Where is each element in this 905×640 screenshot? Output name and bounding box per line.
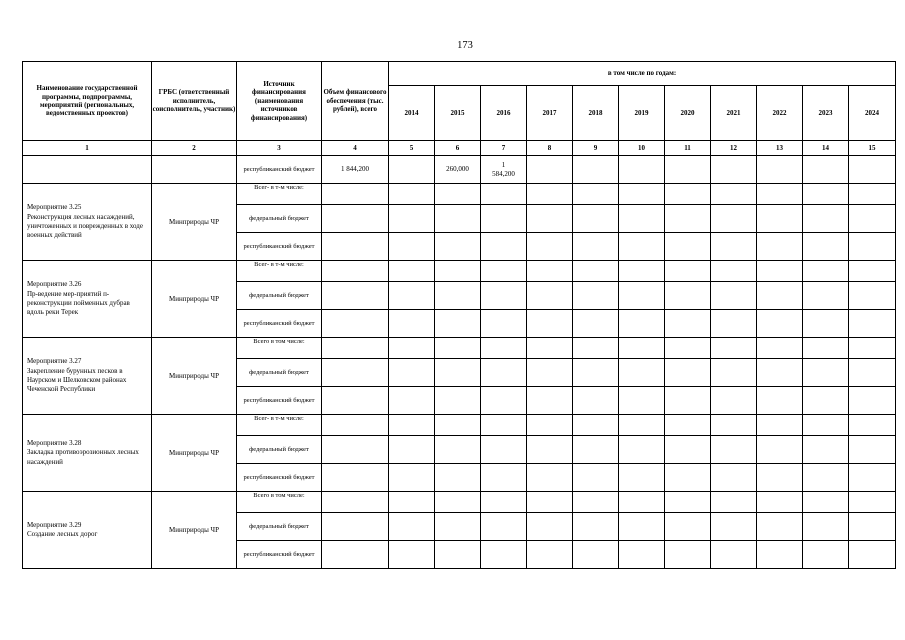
event-grbs: Минприроды ЧР (152, 415, 237, 492)
year-cell (711, 387, 757, 415)
year-cell (665, 492, 711, 513)
year-cell (665, 184, 711, 205)
year-header: 2020 (665, 86, 711, 141)
total-cell (322, 415, 389, 436)
year-cell (665, 436, 711, 464)
year-cell (803, 464, 849, 492)
year-cell (481, 184, 527, 205)
year-cell (619, 338, 665, 359)
year-cell (849, 338, 896, 359)
year-cell (619, 205, 665, 233)
total-cell (322, 233, 389, 261)
year-cell (389, 310, 435, 338)
year-cell (665, 415, 711, 436)
column-number: 10 (619, 141, 665, 156)
year-cell (435, 184, 481, 205)
source-cell: федеральный бюджет (237, 282, 322, 310)
year-cell (849, 184, 896, 205)
year-cell (665, 541, 711, 569)
year-cell (803, 184, 849, 205)
year-cell (803, 282, 849, 310)
year-cell (435, 233, 481, 261)
year-cell (711, 233, 757, 261)
event-name: Мероприятие 3.29 Создание лесных дорог (23, 492, 152, 569)
source-cell: федеральный бюджет (237, 436, 322, 464)
year-cell (803, 156, 849, 184)
year-cell (665, 261, 711, 282)
year-cell (527, 261, 573, 282)
year-cell (435, 464, 481, 492)
year-cell (481, 436, 527, 464)
year-cell (435, 359, 481, 387)
year-cell (757, 464, 803, 492)
source-cell: республиканский бюджет (237, 310, 322, 338)
column-number: 14 (803, 141, 849, 156)
year-cell (711, 415, 757, 436)
year-cell (527, 205, 573, 233)
column-number: 2 (152, 141, 237, 156)
year-cell (481, 541, 527, 569)
year-cell (711, 205, 757, 233)
source-cell: Всег- в т-м числе: (237, 261, 322, 282)
year-cell (481, 513, 527, 541)
year-cell (803, 205, 849, 233)
year-cell (619, 513, 665, 541)
year-cell (757, 492, 803, 513)
total-cell (322, 436, 389, 464)
year-cell (389, 233, 435, 261)
year-cell (573, 261, 619, 282)
year-cell (573, 387, 619, 415)
year-header: 2019 (619, 86, 665, 141)
year-cell (389, 492, 435, 513)
column-number: 13 (757, 141, 803, 156)
year-cell (757, 184, 803, 205)
source-cell: федеральный бюджет (237, 513, 322, 541)
year-cell (849, 541, 896, 569)
year-header: 2015 (435, 86, 481, 141)
year-cell (849, 282, 896, 310)
year-cell (711, 541, 757, 569)
year-cell (573, 415, 619, 436)
year-cell (849, 233, 896, 261)
year-cell (527, 415, 573, 436)
column-number: 15 (849, 141, 896, 156)
year-cell (527, 310, 573, 338)
page-number: 173 (457, 40, 473, 51)
year-cell (849, 513, 896, 541)
year-cell (619, 282, 665, 310)
year-cell (757, 338, 803, 359)
year-cell (803, 492, 849, 513)
year-cell (389, 338, 435, 359)
year-cell (573, 338, 619, 359)
year-cell (619, 310, 665, 338)
year-cell (389, 205, 435, 233)
year-cell (619, 436, 665, 464)
total-cell (322, 492, 389, 513)
year-cell (435, 282, 481, 310)
year-cell (481, 233, 527, 261)
source-cell: республиканский бюджет (237, 464, 322, 492)
year-cell (849, 464, 896, 492)
year-cell (527, 513, 573, 541)
year-cell (803, 541, 849, 569)
year-cell (389, 261, 435, 282)
year-cell (757, 436, 803, 464)
year-cell (527, 184, 573, 205)
event-grbs: Минприроды ЧР (152, 338, 237, 415)
year-cell (711, 464, 757, 492)
source-cell: республиканский бюджет (237, 156, 322, 184)
year-header: 2024 (849, 86, 896, 141)
total-cell (322, 387, 389, 415)
year-cell (803, 415, 849, 436)
total-cell (322, 310, 389, 338)
year-cell (711, 310, 757, 338)
source-cell: Всег- в т-м числе: (237, 415, 322, 436)
event-name: Мероприятие 3.28 Закладка противоэрозионных лесных насаждений (23, 415, 152, 492)
year-cell (803, 436, 849, 464)
year-cell (711, 359, 757, 387)
year-cell (435, 492, 481, 513)
year-cell (803, 359, 849, 387)
year-header: 2017 (527, 86, 573, 141)
year-cell (573, 492, 619, 513)
total-cell (322, 261, 389, 282)
year-cell (665, 156, 711, 184)
year-cell (527, 338, 573, 359)
year-cell (573, 282, 619, 310)
year-cell (573, 184, 619, 205)
year-cell (435, 387, 481, 415)
total-cell (322, 282, 389, 310)
source-cell: Всего в том числе: (237, 338, 322, 359)
column-number: 8 (527, 141, 573, 156)
year-cell (711, 184, 757, 205)
year-cell (435, 513, 481, 541)
total-cell (322, 464, 389, 492)
year-cell (757, 233, 803, 261)
header-source: Источник финансирования (наименования источников финансирования) (237, 62, 322, 141)
year-cell (527, 233, 573, 261)
year-cell (573, 464, 619, 492)
year-cell (481, 282, 527, 310)
column-number: 7 (481, 141, 527, 156)
year-cell (435, 541, 481, 569)
source-cell: Всего в том числе: (237, 492, 322, 513)
year-cell (527, 282, 573, 310)
year-cell (573, 436, 619, 464)
year-cell (619, 492, 665, 513)
year-cell (389, 156, 435, 184)
year-cell (435, 310, 481, 338)
year-cell (481, 415, 527, 436)
total-cell: 1 844,200 (322, 156, 389, 184)
year-cell (481, 492, 527, 513)
year-cell (849, 205, 896, 233)
year-cell (527, 541, 573, 569)
year-cell (573, 205, 619, 233)
budget-table (22, 61, 896, 569)
source-cell: федеральный бюджет (237, 359, 322, 387)
year-cell (711, 513, 757, 541)
year-cell (481, 310, 527, 338)
total-cell (322, 184, 389, 205)
year-cell (803, 233, 849, 261)
column-number: 5 (389, 141, 435, 156)
year-cell (757, 261, 803, 282)
cell-empty (152, 156, 237, 184)
year-cell (527, 436, 573, 464)
year-cell (619, 156, 665, 184)
year-cell (481, 205, 527, 233)
year-cell (481, 387, 527, 415)
year-cell (665, 359, 711, 387)
year-cell (435, 261, 481, 282)
year-cell (665, 205, 711, 233)
event-name: Мероприятие 3.25 Реконструкция лесных насаждений, уничтоженных и поврежденных в ходе военных действий (23, 184, 152, 261)
header-total: Объем финансового обеспечения (тыс. рублей), всего (322, 62, 389, 141)
year-cell (619, 541, 665, 569)
header-name: Наименование государственной программы, подпрограммы, мероприятий (региональных, ведомственных проектов) (23, 62, 152, 141)
year-cell (757, 415, 803, 436)
total-cell (322, 205, 389, 233)
year-cell (849, 359, 896, 387)
year-cell (803, 338, 849, 359)
year-cell (757, 205, 803, 233)
year-header: 2023 (803, 86, 849, 141)
event-grbs: Минприроды ЧР (152, 184, 237, 261)
year-cell (711, 492, 757, 513)
year-cell (849, 415, 896, 436)
event-grbs: Минприроды ЧР (152, 492, 237, 569)
source-cell: федеральный бюджет (237, 205, 322, 233)
year-cell: 260,000 (435, 156, 481, 184)
year-cell (527, 387, 573, 415)
event-grbs: Минприроды ЧР (152, 261, 237, 338)
year-cell (803, 261, 849, 282)
year-cell (619, 387, 665, 415)
year-cell (665, 513, 711, 541)
source-cell: республиканский бюджет (237, 233, 322, 261)
year-cell (389, 184, 435, 205)
year-cell (757, 310, 803, 338)
column-number: 12 (711, 141, 757, 156)
year-cell (849, 387, 896, 415)
year-cell (757, 387, 803, 415)
year-cell (573, 513, 619, 541)
year-header: 2022 (757, 86, 803, 141)
total-cell (322, 541, 389, 569)
year-cell (527, 464, 573, 492)
year-cell (389, 359, 435, 387)
column-number: 1 (23, 141, 152, 156)
event-name: Мероприятие 3.27 Закрепление бурунных песков в Наурском и Шелковском районах Чеченской Республики (23, 338, 152, 415)
year-cell (619, 233, 665, 261)
year-cell (849, 436, 896, 464)
year-cell (619, 415, 665, 436)
event-name: Мероприятие 3.26 Пр-ведение мер-приятий п- реконструкции пойменных дубрав вдоль реки Терек (23, 261, 152, 338)
year-cell (527, 156, 573, 184)
year-cell: 1 584,200 (481, 156, 527, 184)
year-cell (573, 156, 619, 184)
year-cell (849, 492, 896, 513)
year-cell (665, 282, 711, 310)
column-number: 3 (237, 141, 322, 156)
year-cell (711, 156, 757, 184)
year-cell (527, 359, 573, 387)
year-cell (481, 464, 527, 492)
year-cell (757, 282, 803, 310)
cell-empty (23, 156, 152, 184)
year-cell (711, 436, 757, 464)
year-cell (527, 492, 573, 513)
year-cell (665, 387, 711, 415)
year-cell (435, 205, 481, 233)
column-number: 4 (322, 141, 389, 156)
source-cell: республиканский бюджет (237, 541, 322, 569)
column-number: 11 (665, 141, 711, 156)
year-cell (435, 338, 481, 359)
year-cell (389, 464, 435, 492)
year-cell (573, 233, 619, 261)
year-cell (803, 513, 849, 541)
year-cell (389, 541, 435, 569)
year-cell (619, 464, 665, 492)
year-cell (435, 436, 481, 464)
column-number: 9 (573, 141, 619, 156)
year-header: 2021 (711, 86, 757, 141)
year-cell (619, 359, 665, 387)
year-cell (389, 415, 435, 436)
year-cell (573, 359, 619, 387)
year-cell (757, 541, 803, 569)
year-cell (757, 513, 803, 541)
year-cell (573, 310, 619, 338)
year-cell (849, 156, 896, 184)
source-cell: республиканский бюджет (237, 387, 322, 415)
year-cell (389, 387, 435, 415)
year-header: 2018 (573, 86, 619, 141)
column-number: 6 (435, 141, 481, 156)
year-cell (849, 310, 896, 338)
header-grbs: ГРБС (ответственный исполнитель, соисполнитель, участник) (152, 62, 237, 141)
source-cell: Всег- в т-м числе: (237, 184, 322, 205)
year-cell (481, 261, 527, 282)
header-by-years: в том числе по годам: (389, 62, 896, 86)
year-cell (481, 359, 527, 387)
year-cell (711, 338, 757, 359)
year-cell (711, 282, 757, 310)
year-cell (803, 387, 849, 415)
year-cell (619, 184, 665, 205)
year-cell (665, 310, 711, 338)
total-cell (322, 359, 389, 387)
year-cell (619, 261, 665, 282)
year-header: 2014 (389, 86, 435, 141)
year-header: 2016 (481, 86, 527, 141)
year-cell (389, 282, 435, 310)
year-cell (573, 541, 619, 569)
year-cell (389, 513, 435, 541)
year-cell (711, 261, 757, 282)
year-cell (389, 436, 435, 464)
year-cell (757, 156, 803, 184)
year-cell (665, 233, 711, 261)
year-cell (481, 338, 527, 359)
year-cell (803, 310, 849, 338)
year-cell (849, 261, 896, 282)
year-cell (757, 359, 803, 387)
year-cell (665, 338, 711, 359)
year-cell (435, 415, 481, 436)
total-cell (322, 338, 389, 359)
total-cell (322, 513, 389, 541)
year-cell (665, 464, 711, 492)
